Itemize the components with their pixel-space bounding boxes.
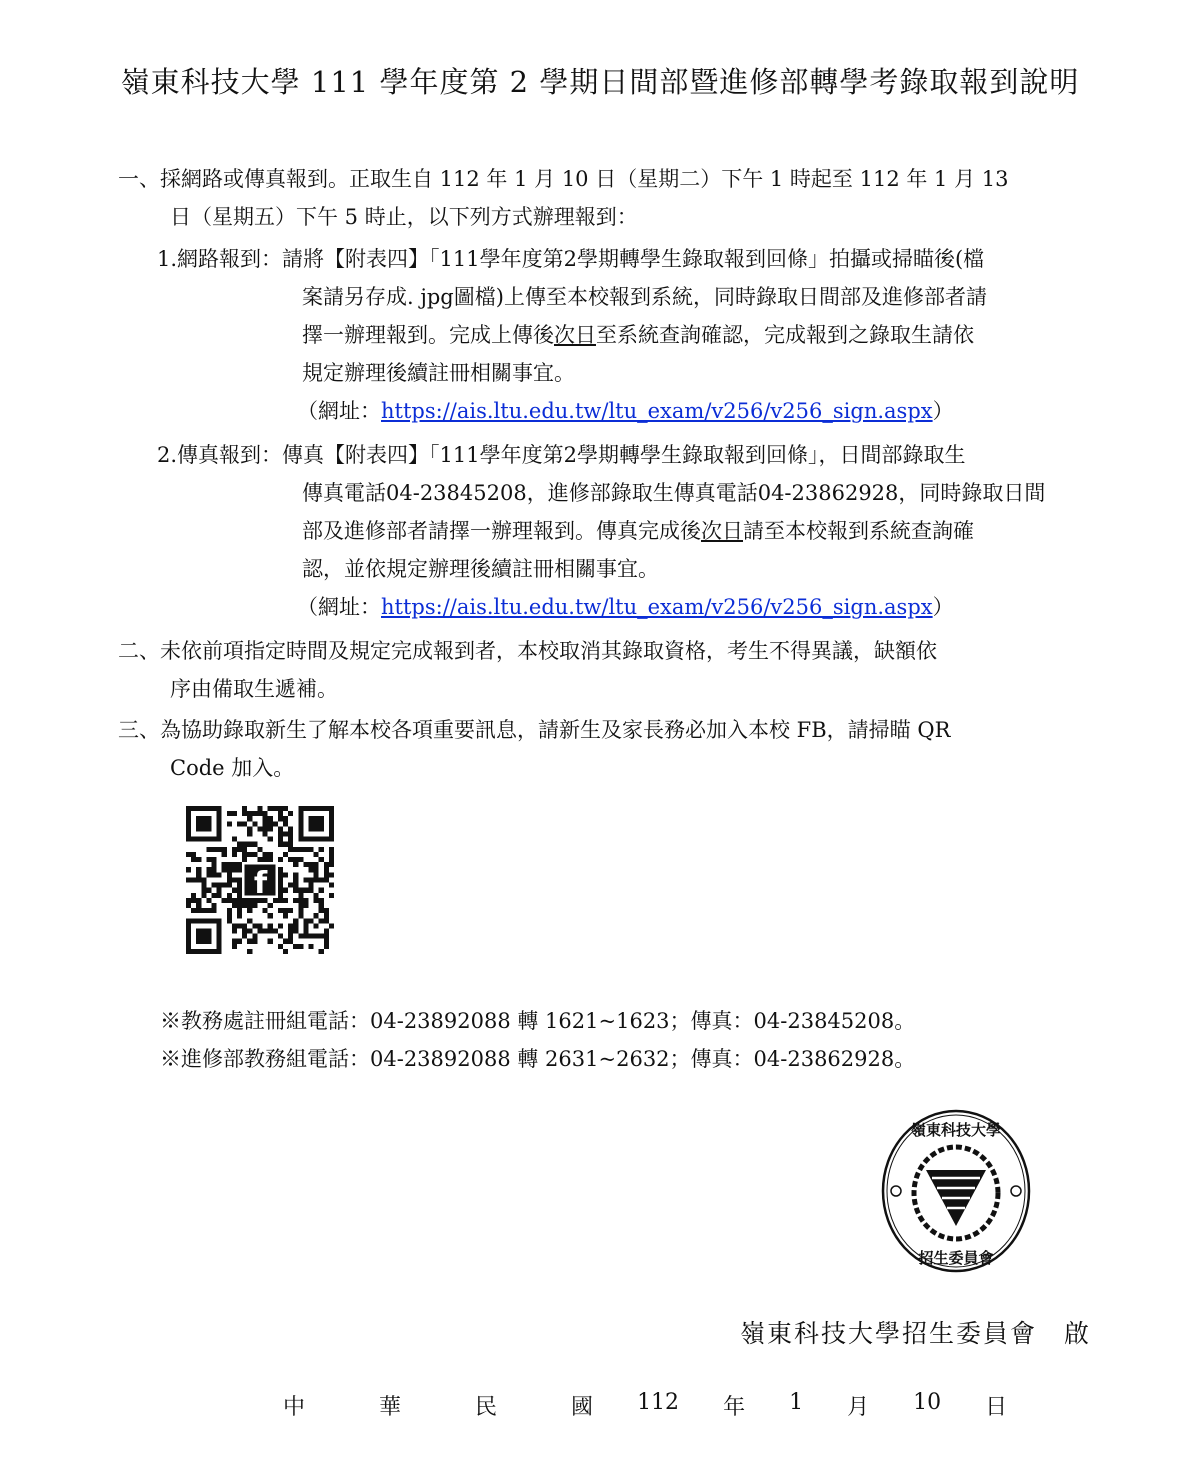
section-3-line-2: Code 加入。 bbox=[170, 756, 295, 780]
url-prefix: （網址： bbox=[297, 399, 381, 423]
item-1-line-3-end: 至系統查詢確認，完成報到之錄取生請依 bbox=[596, 323, 974, 347]
registration-system-link[interactable]: https://ais.ltu.edu.tw/ltu_exam/v256/v256_sign.aspx bbox=[381, 595, 933, 619]
online-registration-item bbox=[157, 240, 1157, 430]
item-2-line-4: 認，並依規定辦理後續註冊相關事宜。 bbox=[302, 557, 659, 581]
item-1-line-4: 規定辦理後續註冊相關事宜。 bbox=[302, 361, 575, 385]
item-2-line-1: 2.傳真報到：傳真【附表四】「111學年度第2學期轉學生錄取報到回條」，日間部錄取生 bbox=[157, 443, 966, 467]
section-1 bbox=[118, 160, 1158, 236]
date-part: 年 bbox=[723, 1395, 746, 1420]
registration-office-contact: ※教務處註冊組電話：04-23892088 轉 1621~1623；傳真：04-23845208。 bbox=[160, 1009, 916, 1033]
section-2-line-2: 序由備取生遞補。 bbox=[170, 677, 338, 701]
item-1-line-3-start: 擇一辦理報到。完成上傳後 bbox=[302, 323, 554, 347]
document-date bbox=[283, 1390, 1008, 1421]
date-part: 112 bbox=[637, 1390, 680, 1415]
item-1-line-3 bbox=[157, 316, 1157, 354]
fax-registration-item bbox=[157, 436, 1157, 626]
item-1-line-1: 1.網路報到：請將【附表四】「111學年度第2學期轉學生錄取報到回條」拍攝或掃瞄後(檔 bbox=[157, 247, 985, 271]
item-2-line-3 bbox=[157, 512, 1157, 550]
section-2 bbox=[118, 632, 1158, 708]
contact-info bbox=[160, 1002, 915, 1078]
url-suffix: ） bbox=[932, 399, 954, 423]
date-part: 月 bbox=[847, 1395, 870, 1420]
item-2-line-3-start: 部及進修部者請擇一辦理報到。傳真完成後 bbox=[302, 519, 701, 543]
date-part: 1 bbox=[789, 1390, 804, 1415]
section-1-line-1: 一、採網路或傳真報到。正取生自 112 年 1 月 10 日（星期二）下午 1 時起至 112 年 1 月 13 bbox=[118, 167, 1009, 191]
date-part: 中 bbox=[283, 1395, 306, 1420]
section-3 bbox=[118, 711, 1158, 787]
date-part: 民 bbox=[475, 1395, 498, 1420]
school-seal-icon bbox=[880, 1108, 1032, 1274]
url-prefix: （網址： bbox=[297, 595, 381, 619]
section-2-line-1: 二、未依前項指定時間及規定完成報到者，本校取消其錄取資格，考生不得異議，缺額依 bbox=[118, 639, 937, 663]
svg-text:f: f bbox=[253, 865, 268, 901]
continuing-education-contact: ※進修部教務組電話：04-23892088 轉 2631~2632；傳真：04-23862928。 bbox=[160, 1047, 916, 1071]
section-3-line-1: 三、為協助錄取新生了解本校各項重要訊息，請新生及家長務必加入本校 FB，請掃瞄 QR bbox=[118, 718, 951, 742]
registration-system-link[interactable]: https://ais.ltu.edu.tw/ltu_exam/v256/v256_sign.aspx bbox=[381, 399, 933, 423]
page-title: 嶺東科技大學 111 學年度第 2 學期日間部暨進修部轉學考錄取報到說明 bbox=[120, 65, 1080, 99]
next-day-emphasis: 次日 bbox=[701, 519, 743, 543]
item-1-line-2: 案請另存成. jpg圖檔)上傳至本校報到系統，同時錄取日間部及進修部者請 bbox=[302, 285, 987, 309]
item-2-line-2: 傳真電話04-23845208，進修部錄取生傳真電話04-23862928，同時錄取日間 bbox=[302, 481, 1046, 505]
item-2-line-3-end: 請至本校報到系統查詢確 bbox=[743, 519, 974, 543]
date-part: 日 bbox=[985, 1395, 1008, 1420]
item-2-url-line bbox=[157, 588, 1157, 626]
facebook-qr-code-icon[interactable] bbox=[186, 806, 334, 954]
next-day-emphasis: 次日 bbox=[554, 323, 596, 347]
url-suffix: ） bbox=[932, 595, 954, 619]
date-part: 10 bbox=[913, 1390, 942, 1415]
signature: 嶺東科技大學招生委員會 啟 bbox=[740, 1319, 1092, 1348]
date-part: 國 bbox=[571, 1395, 594, 1420]
section-1-line-2: 日（星期五）下午 5 時止，以下列方式辦理報到： bbox=[170, 205, 638, 229]
seal-bottom-text: 招生委員會 bbox=[918, 1249, 994, 1267]
seal-top-text: 嶺東科技大學 bbox=[910, 1121, 1002, 1139]
date-part: 華 bbox=[379, 1395, 402, 1420]
item-1-url-line bbox=[157, 392, 1157, 430]
